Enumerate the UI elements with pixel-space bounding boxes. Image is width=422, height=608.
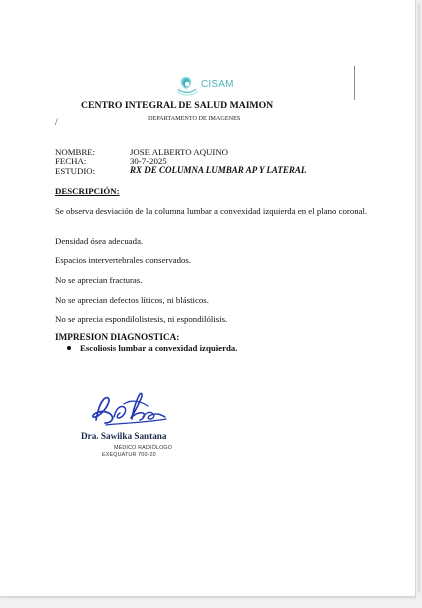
description-paragraph-2: Densidad ósea adecuada.: [55, 236, 144, 246]
study-value: RX DE COLUMNA LUMBAR AP Y LATERAL: [130, 165, 307, 175]
page-edge-line: [354, 66, 355, 100]
doctor-role: MÉDICO RADIÓLOGO: [114, 445, 173, 451]
description-paragraph-4: No se aprecian fracturas.: [55, 275, 143, 285]
scrollbar-thumb[interactable]: [417, 3, 421, 593]
description-paragraph-6: No se aprecia espondilolistesis, ni espondilólisis.: [55, 314, 228, 324]
description-paragraph-5: No se aprecian defectos líticos, ni blásticos.: [55, 295, 209, 305]
description-paragraph-3: Espacios intervertebrales conservados.: [55, 255, 192, 265]
logo-wordmark: CISAM: [201, 79, 234, 90]
bullet-point: [67, 346, 71, 350]
doctor-name: Dra. Sawilka Santana: [81, 431, 167, 441]
slash-mark: /: [55, 117, 58, 127]
signature-image: [86, 389, 178, 435]
vertical-scrollbar[interactable]: [416, 0, 422, 608]
date-label: FECHA:: [55, 156, 87, 166]
center-name: CENTRO INTEGRAL DE SALUD MAIMON: [81, 100, 274, 111]
description-paragraph-1: Se observa desviación de la columna lumbar a convexidad izquierda en el plano coronal.: [55, 206, 368, 216]
study-label: ESTUDIO:: [55, 166, 96, 176]
report-date: 30-7-2025: [130, 156, 167, 166]
department-name: DEPARTAMENTO DE IMAGENES: [148, 115, 241, 122]
impression-title: IMPRESION DIAGNOSTICA:: [55, 332, 180, 342]
patient-name: JOSE ALBERTO AQUINO: [130, 147, 229, 157]
name-label: NOMBRE:: [55, 147, 96, 157]
description-title: DESCRIPCIÓN:: [55, 186, 120, 196]
impression-item: Escoliosis lumbar a convexidad izquierda.: [80, 343, 238, 353]
clinic-logo: [172, 72, 236, 102]
doctor-license: EXEQUATUR 700-20: [102, 452, 156, 458]
